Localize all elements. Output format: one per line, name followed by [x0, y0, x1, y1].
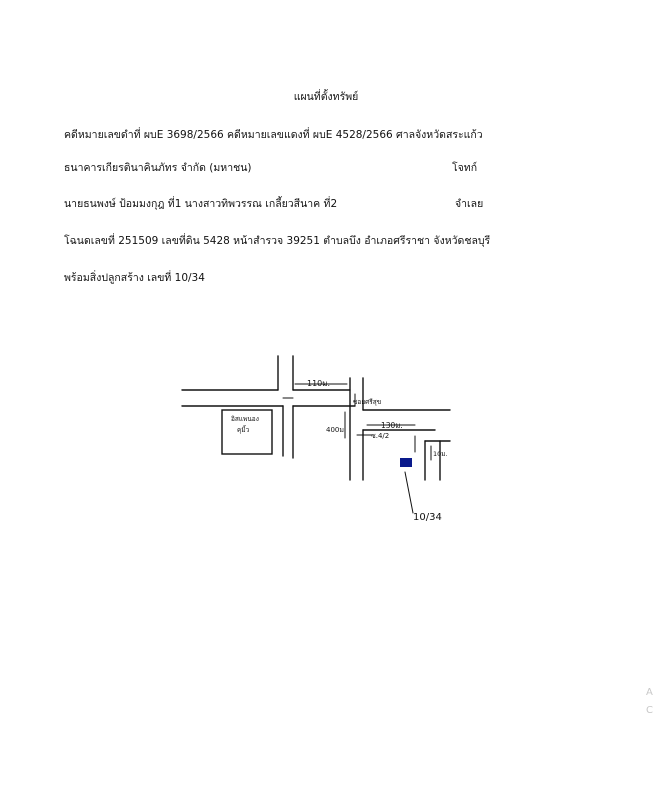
- defendant-names: นายธนพงษ์ ป้อมมงกุฎ ที่1 นางสาวทิพวรรณ เกลี้ยวสีนาค ที่2: [64, 198, 338, 210]
- title-deed-line: โฉนดเลขที่ 251509 เลขที่ดิน 5428 หน้าสำรวจ 39251 ตำบลบึง อำเภอศรีราชา จังหวัดชลบุรี: [64, 235, 491, 247]
- label-house-number: 10/34: [413, 512, 442, 523]
- label-soi2: ซ.4/2: [371, 432, 390, 440]
- edge-mark-c: C: [646, 705, 653, 716]
- label-building2: คุมิ้ว: [237, 426, 250, 434]
- plaintiff-role: โจทก์: [452, 162, 478, 174]
- label-distance-mid: 130ม.: [381, 421, 403, 430]
- building-line: พร้อมสิ่งปลูกสร้าง เลขที่ 10/34: [64, 272, 205, 284]
- edge-mark-a: A: [646, 687, 653, 698]
- house-marker: [400, 458, 412, 467]
- label-distance-right: 10ม.: [433, 450, 448, 458]
- label-soi: ซอยศรีสุข: [353, 398, 382, 406]
- plaintiff-name: ธนาคารเกียรตินาคินภัทร จำกัด (มหาชน): [64, 162, 252, 174]
- case-number-line: คดีหมายเลขดำที่ ผบE 3698/2566 คดีหมายเลขแดงที่ ผบE 4528/2566 ศาลจังหวัดสระแก้ว: [64, 129, 483, 141]
- document-title: แผนที่ตั้งทรัพย์: [293, 91, 359, 103]
- location-map: [175, 348, 465, 528]
- label-building: อิสแพนอง: [231, 415, 259, 423]
- house-leader: [405, 472, 413, 513]
- defendant-role: จำเลย: [455, 198, 484, 210]
- label-distance-left: 400ม.: [326, 426, 347, 434]
- label-distance-top: 110ม.: [307, 379, 331, 388]
- edge-marks: [646, 684, 652, 720]
